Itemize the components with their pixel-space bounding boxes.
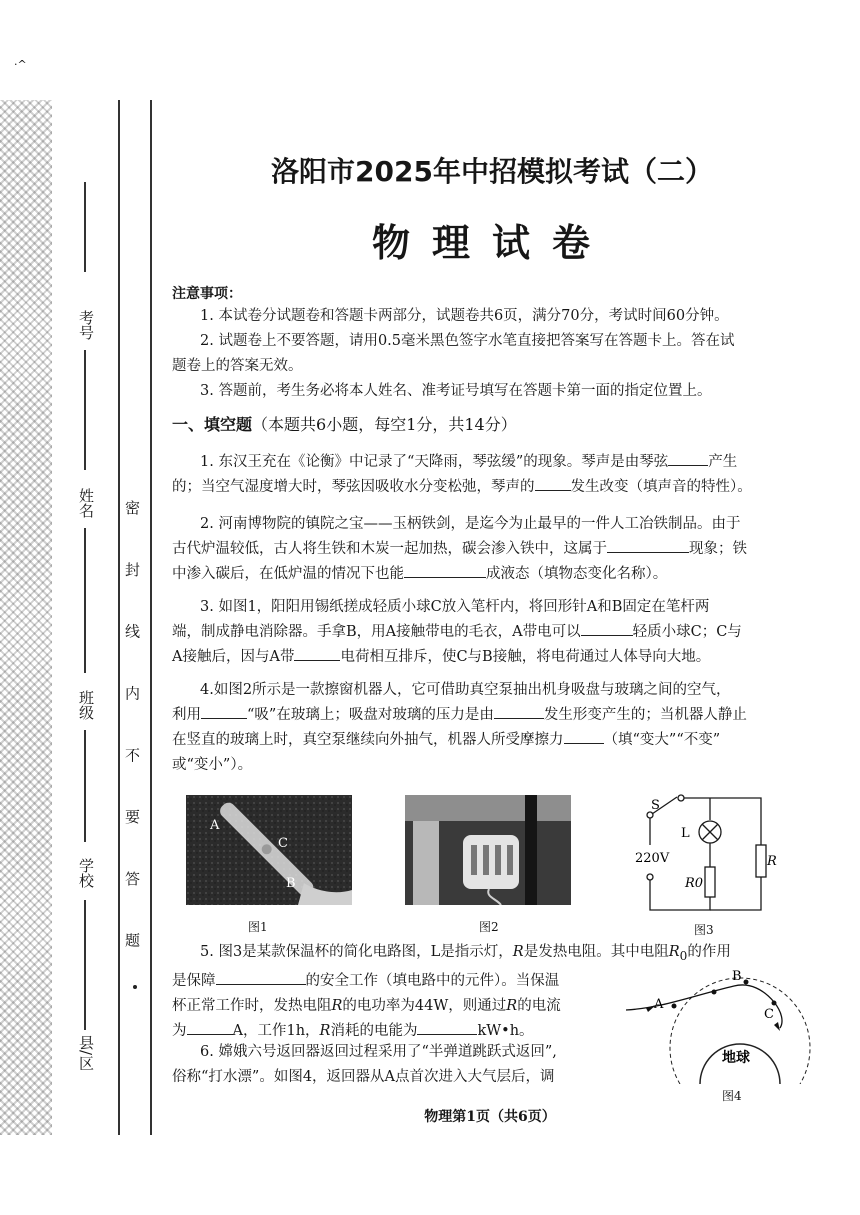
figure-2-drawing [405,795,571,905]
fig4-point-mid [712,990,717,995]
q4-blank-3[interactable] [564,729,604,744]
q5-sym-r0-sub: 0 [679,948,688,963]
figure-1-label-a: A [210,818,220,833]
q6-text-a: 6. 嫦娥六号返回器返回过程采用了“半弹道跳跃式返回”, [200,1044,557,1060]
figure-2-caption: 图2 [479,920,499,934]
subject-title: 物理试卷 [371,221,612,265]
exam-title: 洛阳市2025年中招模拟考试（二） [271,155,713,188]
q5-text-k: 的电功率为44W，则通过 [342,997,507,1014]
q1-blank-2[interactable] [535,476,571,491]
figure-3-circuit [615,785,790,920]
binding-rule-outer [150,100,152,1135]
fig4-label-c: C [764,1007,774,1022]
q5-sym-r-1: R [512,944,524,960]
q6-text-b: 俗称“打水漂”。如图4，返回器从A点首次进入大气层后，调 [172,1069,555,1085]
fig3-label-voltage: 220V [635,851,670,866]
figure-3-caption: 图3 [694,923,714,937]
binding-rule-inner [118,100,120,1135]
q3-text-b: 端，制成静电消除器。手拿B，用A接触带电的毛衣，A带电可以 [172,624,581,640]
fig4-label-a: A [654,997,664,1012]
section-detail: （本题共6小题，每空1分，共14分） [252,415,517,434]
notice-line-2a: 2. 试题卷上不要答题，请用0.5毫米黑色签字水笔直接把答案写在答题卡上。答在试 [200,333,735,349]
fill-line-name [84,350,86,470]
q1-text-c: 的；当空气湿度增大时，琴弦因吸收水分变松弛，琴声的 [172,479,535,495]
label-school: 学校 [77,858,95,888]
fig3-switch-contact [678,795,684,801]
q5-text-o: A，工作1h， [232,1022,320,1039]
binding-hatch-strip [0,100,52,1135]
notice-line-2b: 题卷上的答案无效。 [172,358,303,374]
label-exam-no: 考号 [77,310,95,340]
q5-sym-r-2: R [331,997,343,1014]
fig4-point-a [672,1004,677,1009]
q4-text-b: 利用 [172,707,201,723]
notice-line-3: 3. 答题前，考生务必将本人姓名、准考证号填写在答题卡第一面的指定位置上。 [200,383,712,399]
q5-text-m: 的电流 [517,997,561,1014]
q5-sym-r0: R [668,944,680,960]
fig3-label-r0: R0 [685,876,704,891]
q5-blank-2[interactable] [187,1020,233,1035]
q2-text-e: 成液态（填物态变化名称）。 [486,566,668,582]
figure-2-window-bar [525,795,537,905]
q4-blank-1[interactable] [201,704,247,719]
fig3-terminal-bottom [647,874,653,880]
figure-1-drawing [186,795,352,905]
q5-text-c: 是发热电阻。其中电阻 [523,944,669,960]
q3-text-d: A接触后，因与A带 [172,649,295,665]
q5-text-q: 消耗的电能为 [330,1022,418,1039]
question-1 [172,450,808,500]
q4-text-g: 或“变小”）。 [172,757,253,773]
fig3-wire-top [684,798,761,845]
fig4-point-b [744,980,749,985]
fig4-label-earth: 地球 [722,1050,750,1066]
corner-mark: ·^ [14,58,27,71]
q2-blank-2[interactable] [404,563,486,578]
q2-text-c: 现象；铁 [689,541,747,557]
q1-blank-1[interactable] [668,451,708,466]
q1-text-a: 1. 东汉王充在《论衡》中记录了“天降雨，琴弦缓”的现象。琴声是由琴弦 [200,454,669,470]
q5-text-r: kW•h。 [477,1022,534,1039]
q5-blank-1[interactable] [216,970,306,985]
figure-2-window-frame [405,795,571,821]
figure-2-robot-grill-1 [471,845,477,875]
q3-text-c: 轻质小球C；C与 [632,624,742,640]
question-2 [172,512,808,587]
figure-2-photo [405,795,571,905]
figure-1-photo [186,795,352,905]
fill-line-district [84,900,86,1030]
q4-text-e: 在竖直的玻璃上时，真空泵继续向外抽气，机器人所受摩擦力 [172,732,564,748]
q5-sym-r-4: R [319,1022,331,1039]
question-3 [172,595,808,670]
q2-text-d: 中渗入碳后，在低炉温的情况下也能 [172,566,404,582]
fig3-resistor-r0 [705,867,715,897]
fig3-label-r: R [767,854,777,869]
fig3-resistor-r [756,845,766,877]
fill-line-class [84,528,86,673]
margin-dot [133,985,137,989]
figure-1-caption: 图1 [248,920,268,934]
q4-text-d: 发生形变产生的；当机器人静止 [543,707,747,723]
section-heading [172,412,517,435]
q5-text-f: 的作用 [687,944,731,960]
q2-blank-1[interactable] [607,538,689,553]
label-name: 姓名 [77,488,95,518]
figure-4-caption: 图4 [722,1089,742,1103]
q5-text-n: 为 [172,1022,187,1039]
q1-text-b: 产生 [708,454,738,470]
q4-text-f: （填“变大”“不变” [603,732,721,748]
q5-sym-r-3: R [506,997,518,1014]
figure-2-curtain [413,821,439,905]
q5-text-i: 杯正常工作时，发热电阻 [172,997,332,1014]
q4-text-a: 4.如图2所示是一款擦窗机器人，它可借助真空泵抽出机身吸盘与玻璃之间的空气， [200,682,731,698]
q3-blank-2[interactable] [294,646,340,661]
question-4 [172,678,808,778]
fig4-label-b: B [732,969,742,984]
fig4-trajectory-path [626,985,782,1028]
q5-text-h: 的安全工作（填电路中的元件）。当保温 [305,972,560,989]
figure-2-robot-grill-3 [495,845,501,875]
q5-blank-3[interactable] [417,1020,477,1035]
q5-text-g: 是保障 [172,972,216,989]
q3-text-e: 电荷相互排斥，使C与B接触，将电荷通过人体导向大地。 [340,649,711,665]
fig3-label-s: S [651,798,660,813]
fig4-arrow-2 [774,1022,780,1031]
label-district: 县/区 [77,1035,95,1071]
figure-4-trajectory [622,962,812,1084]
label-class: 班级 [77,690,95,720]
figure-2-robot-grill-2 [483,845,489,875]
figure-1-label-c: C [278,836,288,851]
notice-heading: 注意事项： [172,286,242,302]
fig3-label-l: L [681,826,690,841]
notice-line-1: 1. 本试卷分试题卷和答题卡两部分，试题卷共6页，满分70分，考试时间60分钟。 [200,308,729,324]
q2-text-b: 古代炉温较低，古人将生铁和木炭一起加热，碳会渗入铁中，这属于 [172,541,607,557]
fig3-wire-bottom-right [710,877,761,910]
q5-text-a: 5. 图3是某款保温杯的简化电路图，L是指示灯， [200,944,513,960]
q3-blank-1[interactable] [581,621,633,636]
q4-blank-2[interactable] [494,704,544,719]
fill-line-school [84,730,86,842]
fig4-point-c [772,1001,777,1006]
section-title: 一、填空题 [172,415,253,434]
q2-text-a: 2. 河南博物院的镇院之宝——玉柄铁剑，是迄今为止最早的一件人工冶铁制品。由于 [200,516,741,532]
figure-1-label-b: B [286,876,296,891]
q3-text-a: 3. 如图1，阳阳用锡纸搓成轻质小球C放入笔杆内，将回形针A和B固定在笔杆两 [200,599,710,615]
q1-text-d: 发生改变（填声音的特性）。 [570,479,752,495]
page-footer: 物理第1页（共6页） [424,1109,556,1125]
fig4-atmosphere-boundary [670,978,810,1084]
fill-line-exam-no [84,182,86,272]
seal-warning: 密 封 线 内 不 要 答 题 [123,500,141,969]
figure-2-robot-grill-4 [507,845,513,875]
q4-text-c: “吸”在玻璃上；吸盘对玻璃的压力是由 [247,707,494,723]
